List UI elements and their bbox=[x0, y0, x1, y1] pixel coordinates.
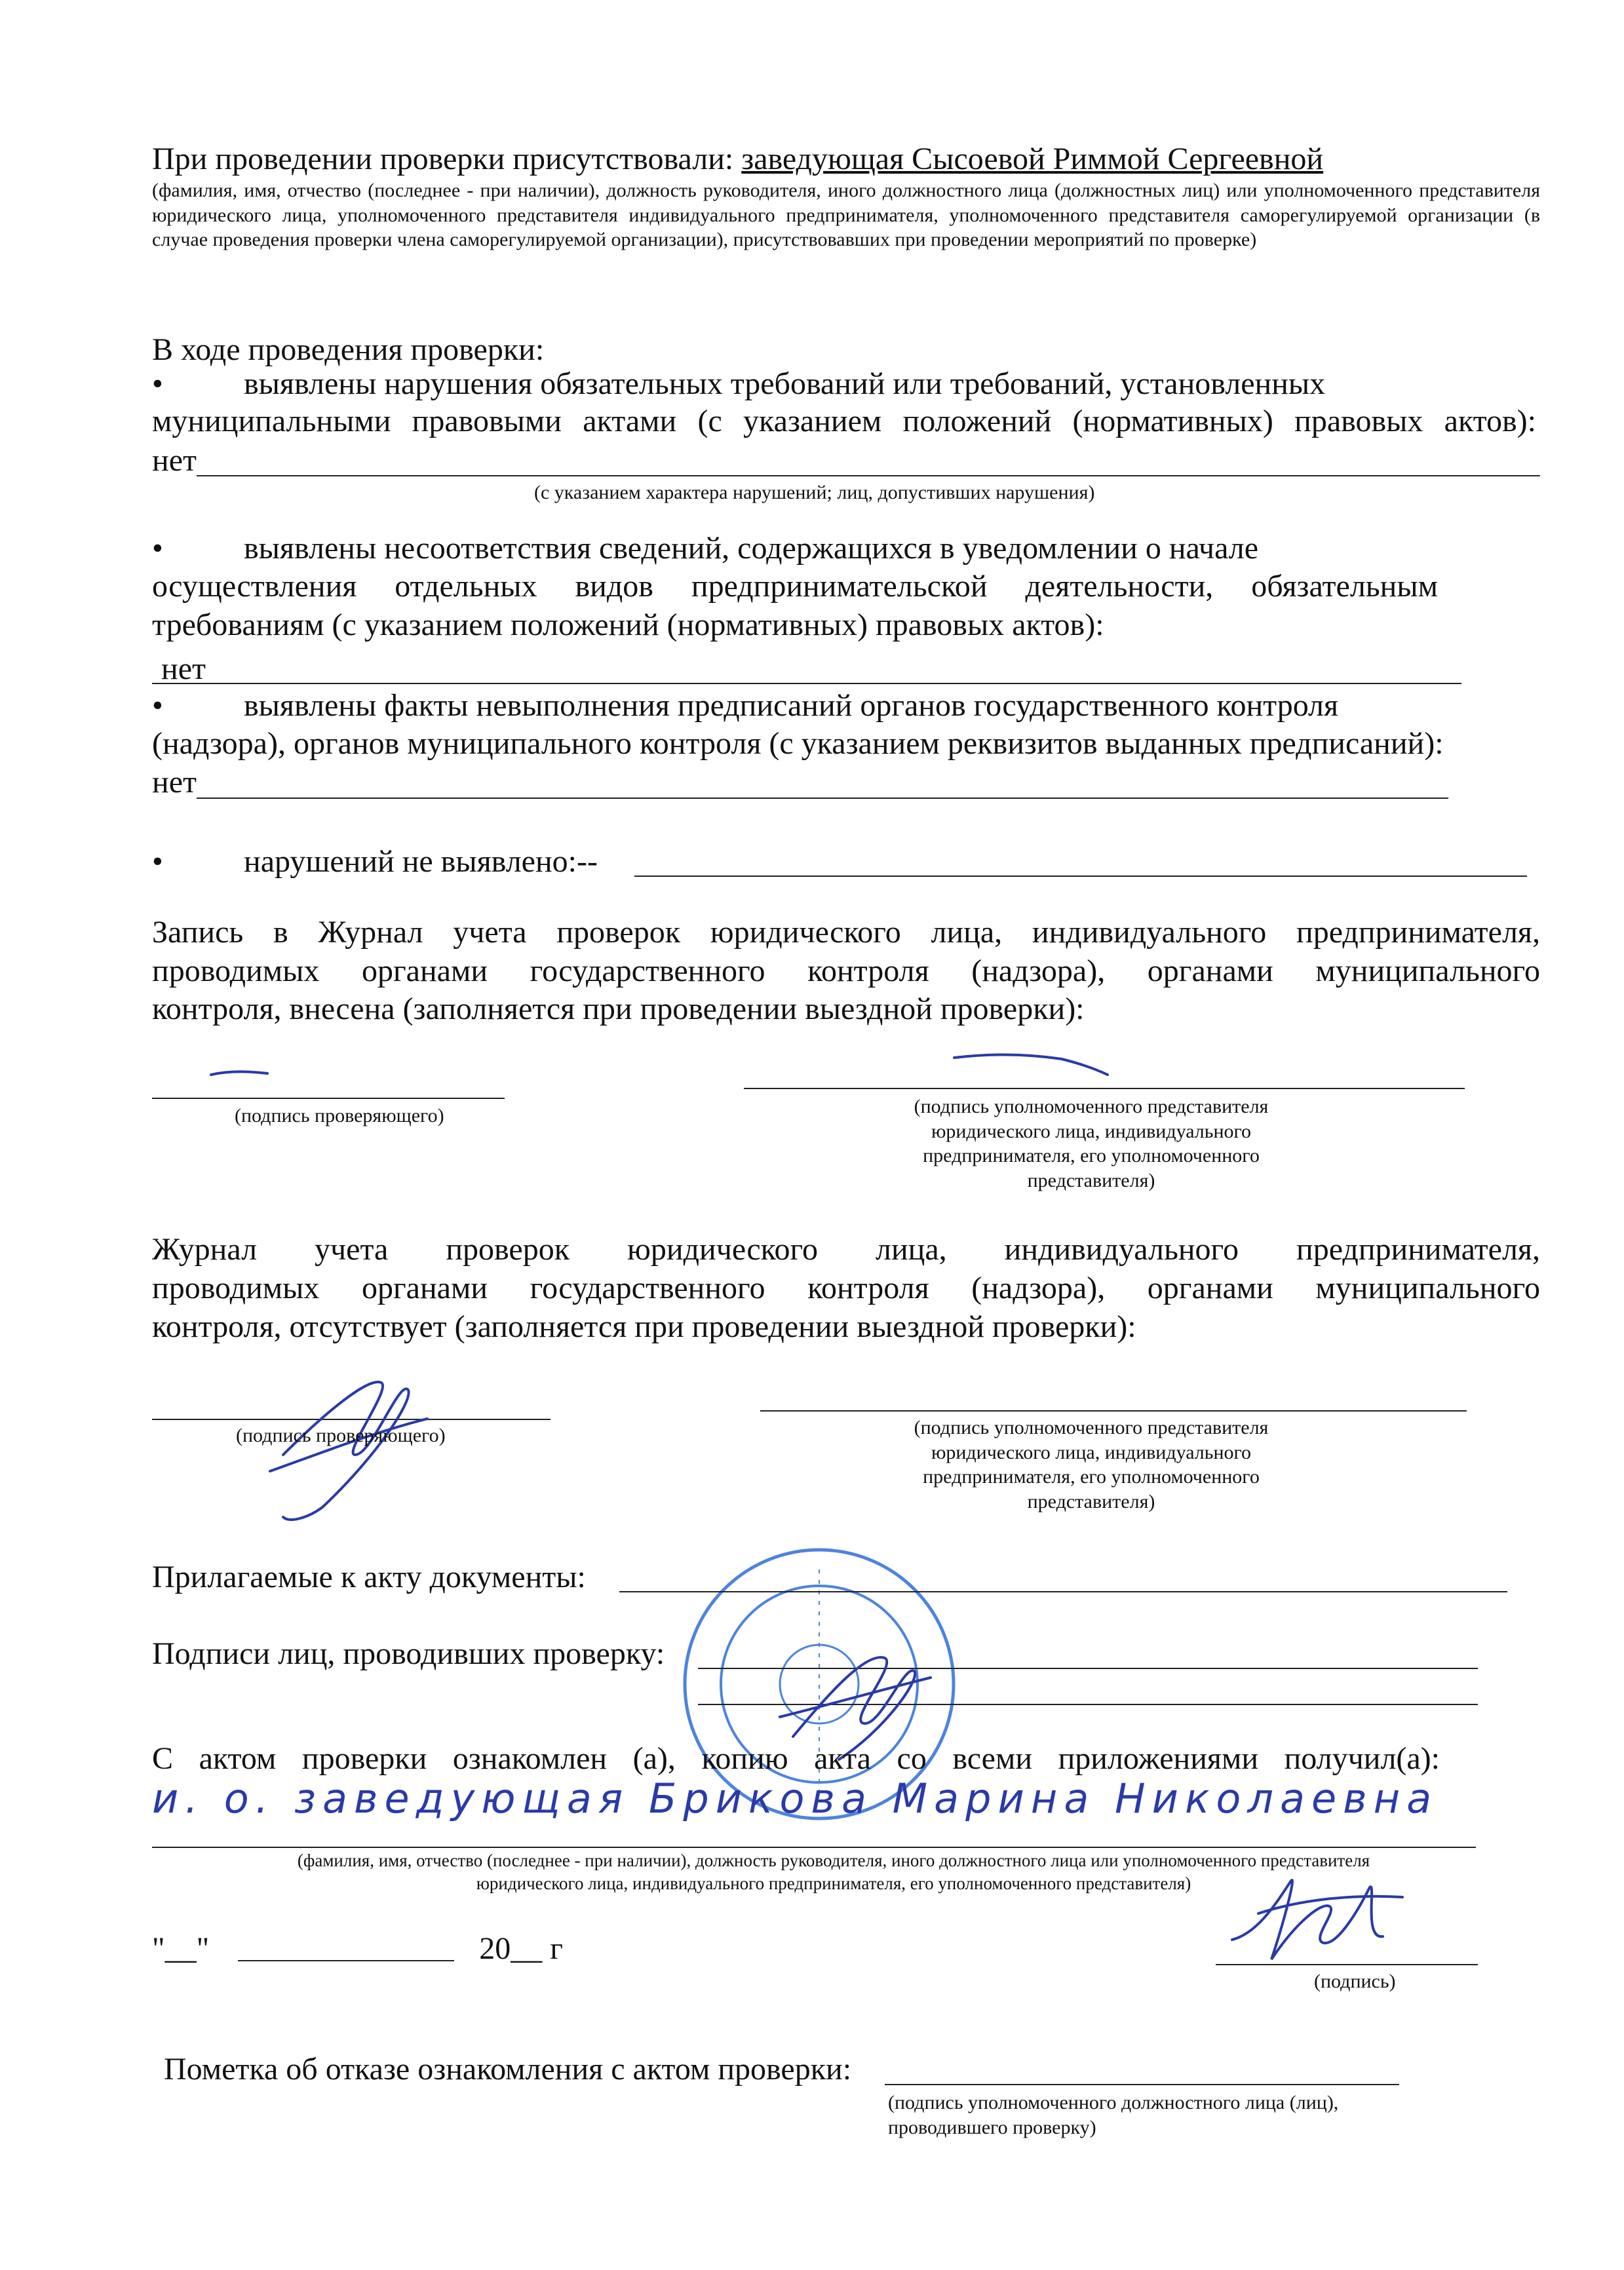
finding-4-value: -- bbox=[576, 844, 598, 879]
caption-line: юридического лица, индивидуального bbox=[931, 1441, 1252, 1463]
refusal-label: Пометка об отказе ознакомления с актом проверки: bbox=[164, 2052, 852, 2087]
acknowledgement-line bbox=[152, 1847, 1476, 1848]
finding-2-text-1: выявлены несоответствия сведений, содержащихся в уведомлении о начале bbox=[244, 531, 1259, 566]
journal-absent-sign-right-line bbox=[760, 1410, 1467, 1412]
caption-line: (фамилия, имя, отчество (последнее - при наличии), должность руководителя, иного должностного лица или уполномоченного представителя bbox=[297, 1851, 1370, 1870]
bullet-icon: • bbox=[152, 688, 163, 723]
finding-2-line-2: осуществления отдельных видов предпринимательской деятельности, обязательным bbox=[152, 569, 1438, 604]
refusal-caption bbox=[888, 2090, 1338, 2140]
date-year: 20__ г bbox=[479, 1931, 563, 1966]
journal-entry-line-3: контроля, внесена (заполняется при проведении выездной проверки): bbox=[152, 991, 1085, 1026]
acknowledgement-handwritten: и. о. заведующая Брикова Марина Николаевна bbox=[152, 1775, 1439, 1822]
journal-entry-sign-left-line bbox=[152, 1098, 505, 1099]
mark-icon bbox=[208, 1063, 339, 1089]
finding-1-caption: (с указанием характера нарушений; лиц, допустивших нарушения) bbox=[534, 482, 1095, 503]
caption-line: юридического лица, индивидуального предпринимателя, его уполномоченного представителя) bbox=[476, 1874, 1191, 1894]
attachments-label: Прилагаемые к акту документы: bbox=[152, 1560, 586, 1594]
finding-1-line-1 bbox=[152, 364, 1476, 404]
journal-entry-sign-left-caption: (подпись проверяющего) bbox=[235, 1105, 444, 1126]
finding-3-text-1: выявлены факты невыполнения предписаний органов государственного контроля bbox=[244, 688, 1339, 723]
caption-line: (подпись уполномоченного должностного лица (лиц), bbox=[888, 2092, 1339, 2113]
present-label: При проведении проверки присутствовали: bbox=[152, 142, 734, 176]
finding-2-line-3: требованиям (с указанием положений (нормативных) правовых актов): bbox=[152, 607, 1104, 642]
acknowledgement-sign-line bbox=[1216, 1964, 1478, 1965]
journal-absent-line-2: проводимых органами государственного контроля (надзора), органами муниципального bbox=[152, 1271, 1540, 1305]
journal-entry-line-2: проводимых органами государственного контроля (надзора), органами муниципального bbox=[152, 953, 1540, 988]
caption-line: (подпись уполномоченного представителя bbox=[914, 1096, 1269, 1117]
mark-icon bbox=[950, 1046, 1121, 1085]
finding-3-underline bbox=[197, 798, 1448, 799]
bullet-icon: • bbox=[152, 531, 163, 566]
attachments-line bbox=[619, 1591, 1507, 1592]
finding-4-underline bbox=[634, 875, 1527, 877]
journal-absent-line-1: Журнал учета проверок юридического лица, индивидуального предпринимателя, bbox=[152, 1232, 1540, 1267]
caption-line: представителя) bbox=[1027, 1169, 1155, 1191]
caption-line: юридического лица, индивидуального bbox=[931, 1120, 1252, 1142]
finding-2-value-text: нет bbox=[161, 651, 206, 686]
refusal-line bbox=[885, 2084, 1399, 2085]
finding-3-line-2: (надзора), органов муниципального контроля (с указанием реквизитов выданных предписаний): bbox=[152, 726, 1444, 761]
caption-line: предпринимателя, его уполномоченного bbox=[923, 1145, 1260, 1166]
finding-2-underline bbox=[152, 683, 1461, 684]
present-caption: (фамилия, имя, отчество (последнее - при наличии), должность руководителя, иного должностного лица (должностных лиц) или уполномоченного представителя юридического лица, уполномоченного представителя индивидуального предпринимателя, уполномоченного представителя саморегулируемой организации (в случае проведения проверки члена саморегулируемой организации), присутствовавших при проведении мероприятий по проверке) bbox=[152, 180, 1540, 250]
date-line bbox=[152, 1929, 563, 1969]
bullet-icon: • bbox=[152, 844, 163, 879]
acknowledgement-sign-caption: (подпись) bbox=[1314, 1971, 1396, 1992]
acknowledgement-label: С актом проверки ознакомлен (а), копию акта со всеми приложениями получил(а): bbox=[152, 1741, 1440, 1776]
caption-line: представителя) bbox=[1027, 1490, 1155, 1512]
finding-3-value: нет bbox=[152, 765, 197, 799]
caption-line: проводившего проверку) bbox=[888, 2116, 1096, 2138]
finding-1-underline bbox=[197, 475, 1540, 476]
present-value: заведующая Сысоевой Риммой Сергеевной bbox=[741, 142, 1324, 176]
date-month-blank bbox=[238, 1959, 454, 1961]
finding-1-value: нет bbox=[152, 443, 197, 478]
finding-1-text-1: выявлены нарушения обязательных требований или требований, установленных bbox=[244, 366, 1326, 401]
journal-absent-sign-left-caption: (подпись проверяющего) bbox=[236, 1425, 446, 1446]
date-day: "__" bbox=[152, 1931, 210, 1966]
caption-line: (подпись уполномоченного представителя bbox=[914, 1417, 1269, 1438]
journal-entry-sign-right-line bbox=[744, 1088, 1465, 1089]
finding-4-label: нарушений не выявлено: bbox=[244, 844, 577, 879]
inspectors-label: Подписи лиц, проводивших проверку: bbox=[152, 1636, 665, 1671]
journal-entry-line-1: Запись в Журнал учета проверок юридического лица, индивидуального предпринимателя, bbox=[152, 915, 1540, 950]
journal-entry-sign-right-caption bbox=[806, 1094, 1376, 1193]
findings-heading: В ходе проведения проверки: bbox=[152, 332, 545, 367]
finding-1-line-2: муниципальными правовыми актами (с указанием положений (нормативных) правовых актов): bbox=[152, 404, 1536, 438]
caption-line: предпринимателя, его уполномоченного bbox=[923, 1466, 1260, 1488]
present-line bbox=[152, 139, 1528, 180]
finding-3-line-1 bbox=[152, 685, 1528, 726]
journal-absent-sign-right-caption bbox=[806, 1415, 1376, 1514]
bullet-icon: • bbox=[152, 366, 163, 401]
journal-absent-line-3: контроля, отсутствует (заполняется при проведении выездной проверки): bbox=[152, 1309, 1136, 1344]
finding-2-line-1 bbox=[152, 528, 1496, 569]
